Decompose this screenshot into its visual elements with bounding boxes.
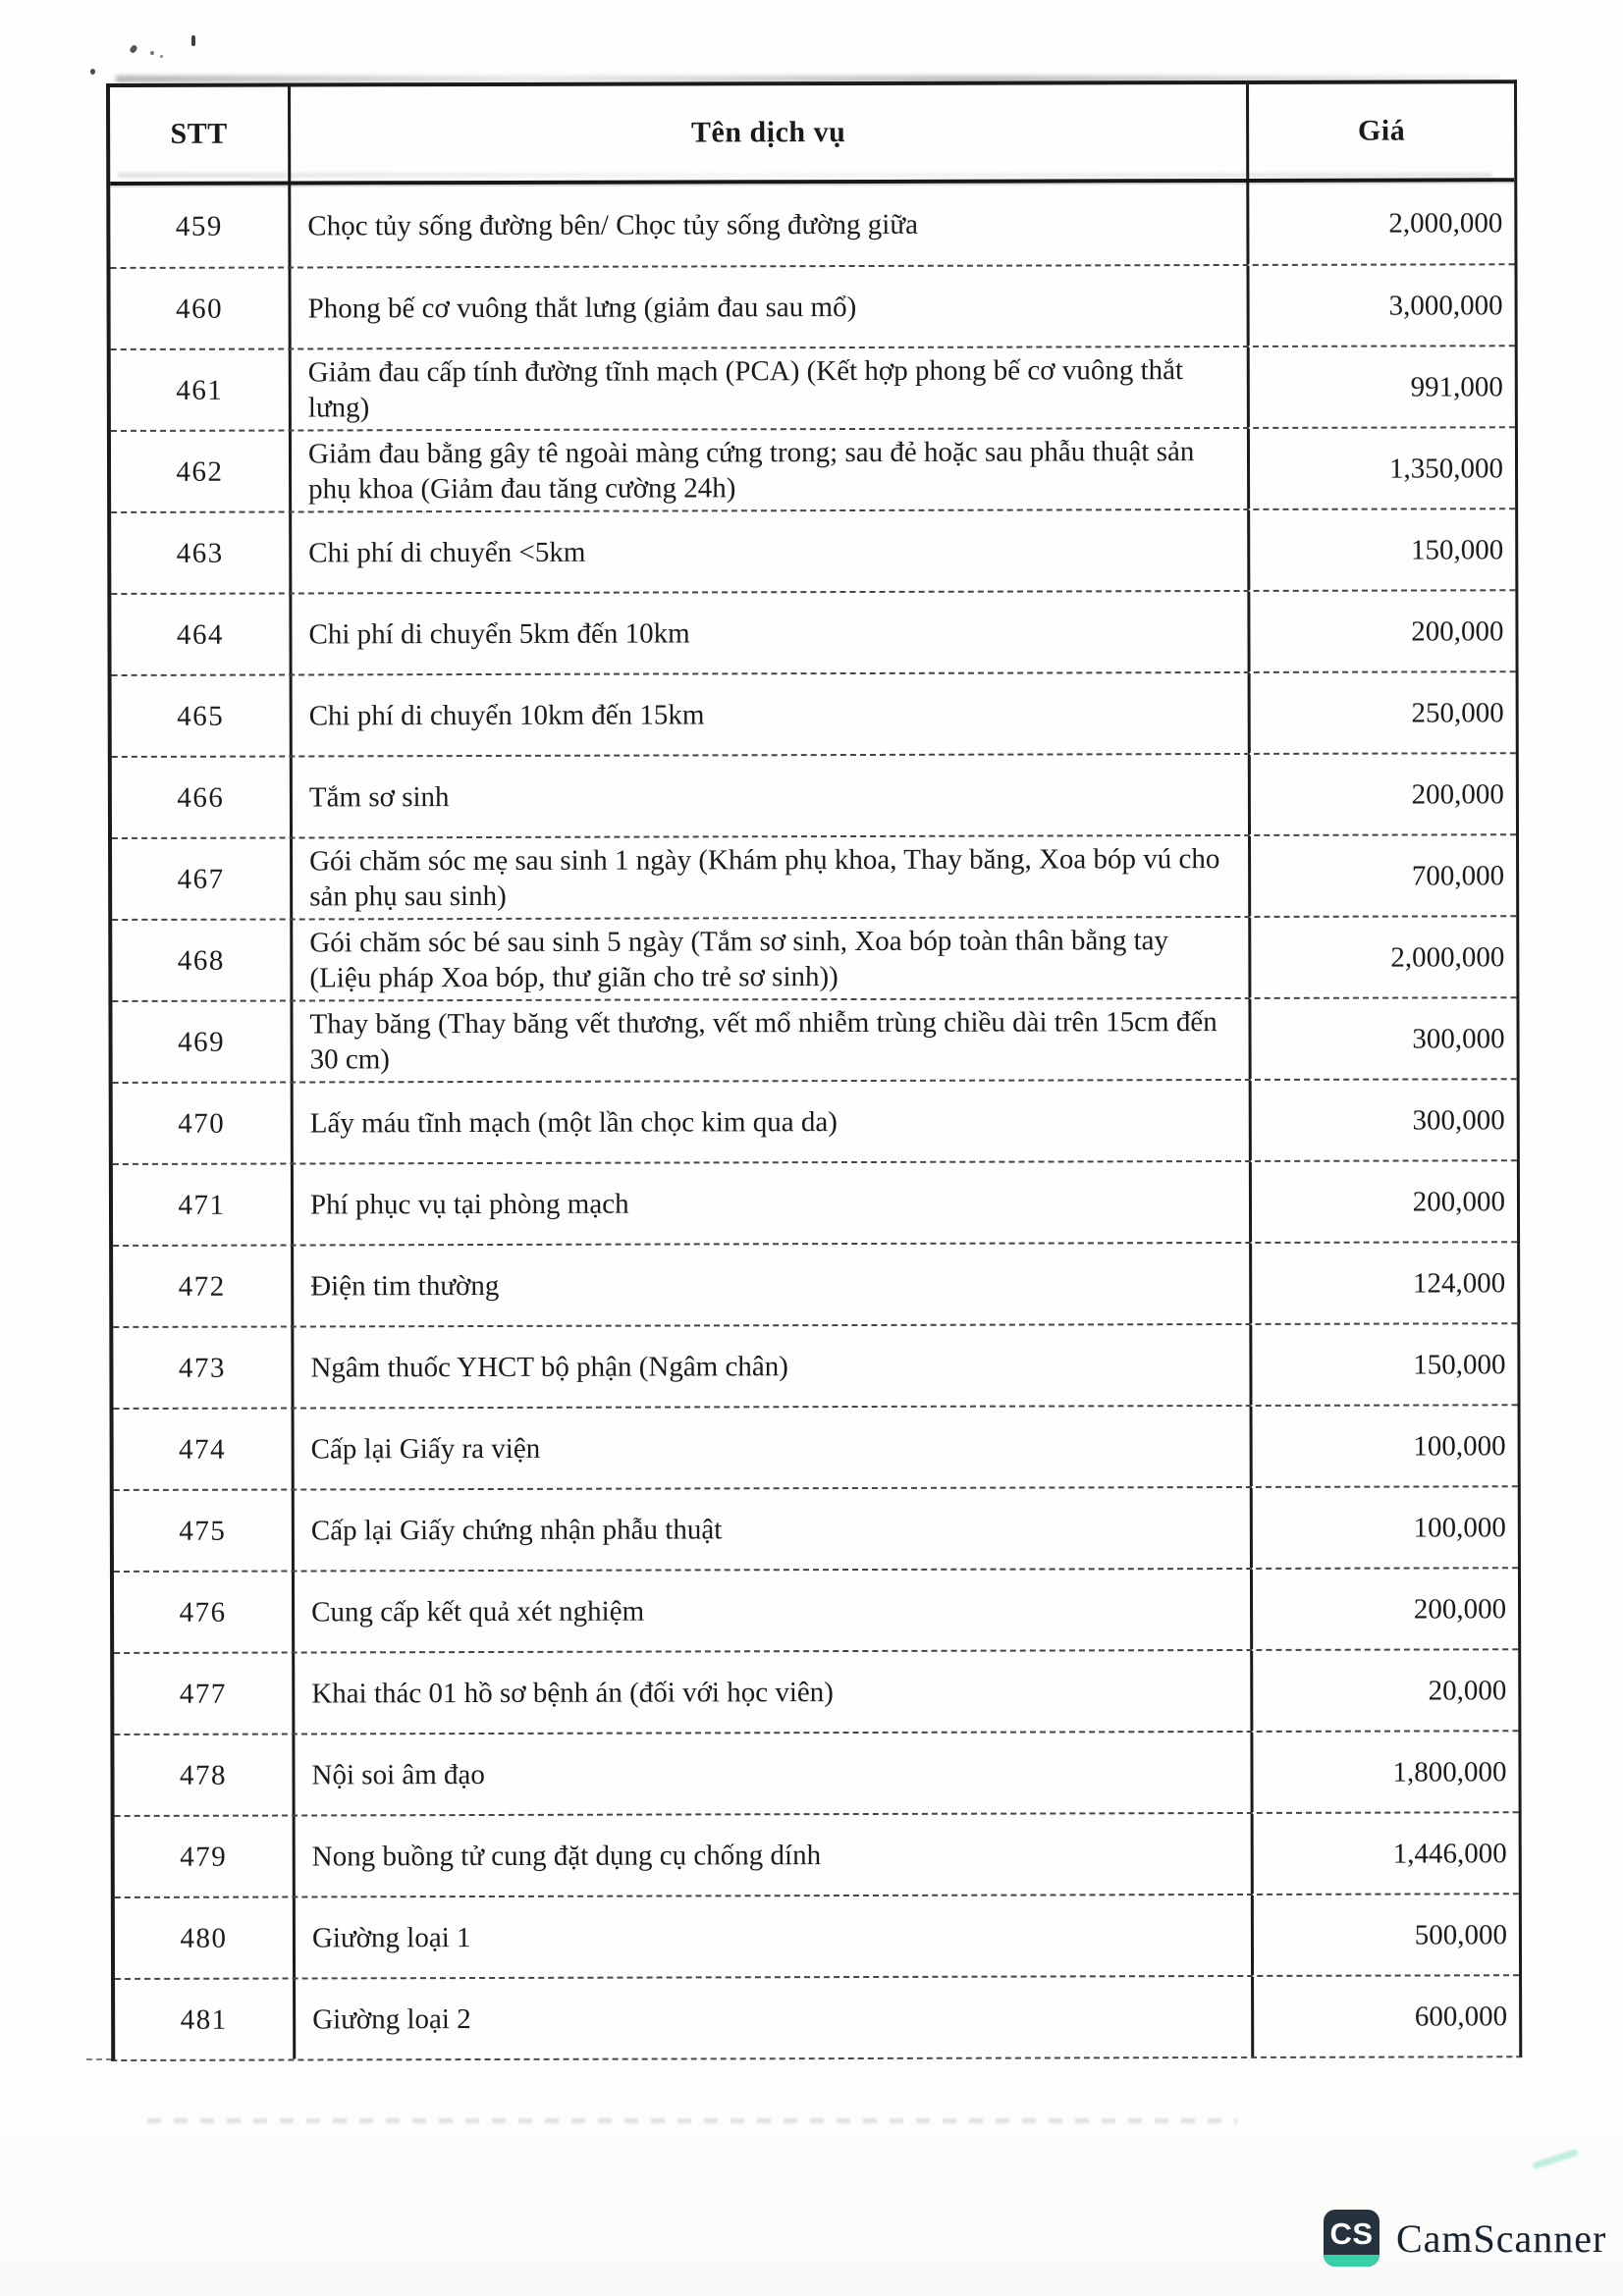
table-row	[113, 1322, 1517, 1408]
service-cell: Cấp lại Giấy chứng nhận phẫu thuật	[295, 1488, 1253, 1571]
stt-cell: 478	[114, 1735, 295, 1815]
camscanner-icon	[1324, 2210, 1380, 2267]
table-row	[114, 1567, 1518, 1652]
service-cell: Gói chăm sóc mẹ sau sinh 1 ngày (Khám phụ khoa, Thay băng, Xoa bóp vú cho sản phụ sau sinh)	[293, 836, 1251, 919]
service-cell: Chi phí di chuyển 10km đến 15km	[293, 673, 1251, 756]
table-row	[113, 1241, 1517, 1326]
service-cell: Cung cấp kết quả xét nghiệm	[295, 1570, 1253, 1652]
service-price-table	[106, 80, 1522, 2061]
table-body	[110, 182, 1519, 2059]
service-cell: Cấp lại Giấy ra viện	[295, 1407, 1253, 1489]
price-cell: 2,000,000	[1390, 940, 1505, 974]
price-cell: 200,000	[1411, 777, 1504, 811]
header-stt: STT	[110, 87, 291, 182]
price-cell: 500,000	[1414, 1918, 1507, 1951]
service-cell: Điện tim thường	[294, 1244, 1252, 1326]
table-row	[114, 1485, 1518, 1571]
service-cell: Chọc tủy sống đường bên/ Chọc tủy sống đường giữa	[291, 183, 1249, 267]
ink-speck	[150, 51, 154, 55]
stt-cell: 481	[115, 1980, 296, 2059]
price-cell: 200,000	[1413, 1592, 1507, 1626]
price-cell: 20,000	[1428, 1674, 1507, 1706]
price-cell: 3,000,000	[1388, 289, 1503, 322]
price-cell: 200,000	[1412, 1185, 1506, 1218]
stt-cell: 460	[110, 269, 291, 348]
stt-cell: 475	[114, 1491, 295, 1571]
camscanner-icon-strip	[1324, 2255, 1380, 2267]
table-row	[112, 833, 1516, 919]
ink-speck	[90, 69, 95, 75]
stt-cell: 459	[110, 186, 291, 267]
camscanner-icon-letters: CS	[1329, 2216, 1374, 2251]
price-cell: 600,000	[1414, 2000, 1508, 2033]
ink-speck	[191, 35, 195, 46]
service-cell: Khai thác 01 hồ sơ bệnh án (đối với học viên)	[295, 1651, 1253, 1734]
scan-smudge-artifact	[1532, 2149, 1579, 2169]
ink-speck	[160, 55, 163, 58]
table-row	[114, 1730, 1518, 1815]
stt-cell: 461	[111, 350, 292, 430]
camscanner-brand-text: CamScanner	[1396, 2216, 1607, 2261]
stt-cell: 480	[115, 1898, 296, 1978]
table-row	[113, 1078, 1517, 1163]
camscanner-watermark	[1324, 2210, 1606, 2267]
service-cell: Giường loại 2	[296, 1977, 1254, 2059]
table-row	[114, 1404, 1518, 1489]
stt-cell: 466	[112, 758, 293, 837]
price-cell: 100,000	[1413, 1511, 1506, 1544]
service-cell: Tắm sơ sinh	[293, 755, 1251, 837]
price-cell: 2,000,000	[1388, 206, 1503, 240]
service-cell: Nong buồng tử cung đặt dụng cụ chống dính	[296, 1814, 1254, 1896]
table-row	[114, 1648, 1518, 1734]
price-cell: 1,350,000	[1388, 452, 1504, 485]
table-row	[112, 915, 1516, 1000]
stt-cell: 472	[113, 1247, 294, 1326]
stt-cell: 473	[113, 1328, 294, 1408]
table-row	[115, 1893, 1519, 1978]
price-cell: 300,000	[1412, 1022, 1505, 1055]
stt-cell: 463	[111, 513, 292, 593]
table-header-row	[110, 83, 1514, 186]
service-cell: Chi phí di chuyển 5km đến 10km	[292, 592, 1250, 674]
price-cell: 100,000	[1413, 1429, 1506, 1463]
table-row	[111, 507, 1515, 593]
table-row	[113, 1159, 1517, 1245]
stt-cell: 464	[111, 595, 292, 674]
header-service: Tên dịch vụ	[291, 84, 1249, 182]
ink-speck	[129, 44, 138, 54]
stt-cell: 469	[112, 1002, 293, 1082]
price-cell: 991,000	[1410, 370, 1503, 403]
price-cell: 1,446,000	[1392, 1837, 1507, 1870]
service-cell: Phí phục vụ tại phòng mạch	[294, 1162, 1252, 1245]
stt-cell: 465	[112, 676, 293, 756]
price-cell: 250,000	[1411, 696, 1504, 729]
table-row	[110, 182, 1514, 267]
table-row	[112, 670, 1516, 756]
table-row	[110, 263, 1514, 348]
price-cell: 150,000	[1410, 533, 1504, 566]
table-row	[111, 345, 1515, 430]
service-cell: Nội soi âm đạo	[295, 1733, 1253, 1815]
service-cell: Gói chăm sóc bé sau sinh 5 ngày (Tắm sơ sinh, Xoa bóp toàn thân bằng tay (Liệu pháp Xoa bóp, thư giãn cho trẻ sơ sinh))	[293, 918, 1251, 1000]
table-row	[112, 752, 1516, 837]
price-cell: 1,800,000	[1392, 1755, 1507, 1789]
service-cell: Ngâm thuốc YHCT bộ phận (Ngâm chân)	[294, 1325, 1252, 1408]
service-cell: Phong bế cơ vuông thắt lưng (giảm đau sau mổ)	[291, 266, 1249, 348]
service-cell: Giảm đau bằng gây tê ngoài màng cứng trong; sau đẻ hoặc sau phẫu thuật sản phụ khoa (Giảm đau tăng cường 24h)	[292, 429, 1250, 511]
stt-cell: 468	[112, 921, 293, 1000]
scan-dash-artifact	[86, 2058, 112, 2060]
table-row	[111, 589, 1515, 674]
table-row	[111, 426, 1515, 511]
stt-cell: 470	[113, 1084, 294, 1163]
service-cell: Lấy máu tĩnh mạch (một lần chọc kim qua da)	[294, 1081, 1252, 1163]
table-row	[115, 1974, 1519, 2059]
stt-cell: 471	[113, 1165, 294, 1245]
price-cell: 700,000	[1411, 859, 1505, 892]
service-cell: Giường loại 1	[296, 1896, 1254, 1978]
price-cell: 300,000	[1412, 1103, 1505, 1137]
table-row	[115, 1811, 1519, 1896]
service-cell: Thay băng (Thay băng vết thương, vết mổ nhiễm trùng chiều dài trên 15cm đến 30 cm)	[293, 999, 1251, 1082]
scan-streak-artifact	[147, 2118, 1237, 2123]
price-cell: 124,000	[1412, 1266, 1506, 1300]
service-cell: Chi phí di chuyển <5km	[292, 510, 1250, 593]
price-cell: 200,000	[1411, 614, 1504, 648]
price-cell: 150,000	[1413, 1348, 1506, 1381]
stt-cell: 477	[114, 1654, 295, 1734]
service-cell: Giảm đau cấp tính đường tĩnh mạch (PCA) (Kết hợp phong bế cơ vuông thắt lưng)	[292, 347, 1250, 430]
table-row	[112, 996, 1516, 1082]
stt-cell: 479	[115, 1817, 296, 1896]
stt-cell: 462	[111, 432, 292, 511]
stt-cell: 467	[112, 839, 293, 919]
stt-cell: 476	[114, 1573, 295, 1652]
stt-cell: 474	[114, 1410, 295, 1489]
header-price: Giá	[1357, 114, 1406, 147]
